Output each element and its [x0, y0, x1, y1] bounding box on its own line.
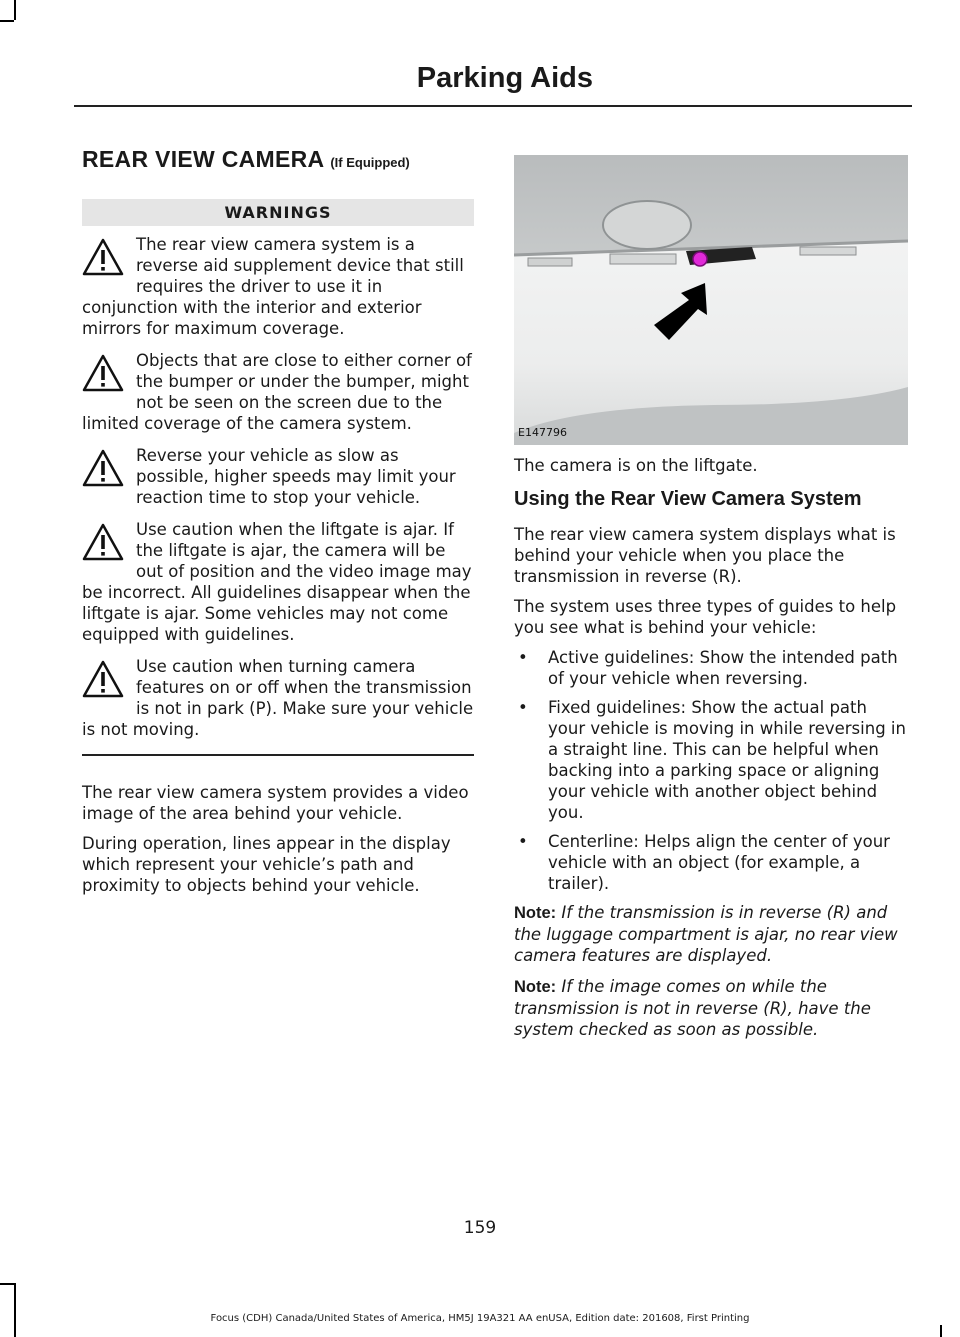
- warning-item: [82, 519, 474, 645]
- crop-mark-bottom-left-h: [0, 1283, 14, 1285]
- warning-text: Reverse your vehicle as slow as possible, higher speeds may limit your reaction time to stop your vehicle.: [136, 446, 456, 507]
- warning-triangle-icon: [82, 449, 130, 491]
- warning-triangle-icon: [82, 354, 130, 396]
- warning-text: Use caution when turning camera features on or off when the transmission is not in park (P). Make sure your vehicle is not moving.: [82, 657, 474, 739]
- list-item-text: Fixed guidelines: Show the actual path your vehicle is moving in while reversing in a straight line. This can be helpful when backing into a parking space or aligning your vehicle with another object behind you.: [548, 698, 906, 822]
- crop-mark-bottom-right-v: [940, 1325, 942, 1337]
- crop-mark-top-left-h: [0, 20, 14, 22]
- bullet-glyph: •: [518, 698, 528, 717]
- warning-triangle-icon: [82, 660, 130, 702]
- right-column: [514, 155, 908, 1050]
- crop-mark-top-left-v: [14, 0, 16, 20]
- warning-item: [82, 656, 474, 740]
- main-heading: [82, 146, 474, 173]
- warning-item: [82, 234, 474, 339]
- body-paragraph: The system uses three types of guides to help you see what is behind your vehicle:: [514, 597, 897, 637]
- list-item: [514, 831, 908, 894]
- warning-triangle-icon: [82, 523, 130, 565]
- bullet-glyph: •: [518, 648, 528, 667]
- note: [514, 902, 908, 966]
- note-label: Note:: [514, 904, 557, 922]
- figure-code: E147796: [518, 426, 567, 439]
- warning-item: [82, 350, 474, 434]
- subsection-heading: Using the Rear View Camera System: [514, 488, 862, 510]
- body-paragraph: During operation, lines appear in the display which represent your vehicle’s path and proximity to objects behind your vehicle.: [82, 834, 451, 895]
- warning-text: Use caution when the liftgate is ajar. If the liftgate is ajar, the camera will be out of position and the video image may be incorrect. All guidelines disappear when the liftgate is ajar. Some vehicles may not come equipped with guidelines.: [82, 520, 472, 644]
- note-text: If the image comes on while the transmission is not in reverse (R), have the system checked as soon as possible.: [514, 977, 871, 1039]
- warning-text: Objects that are close to either corner of the bumper or under the bumper, might not be seen on the screen due to the limited coverage of the camera system.: [82, 351, 472, 433]
- figure-caption: The camera is on the liftgate.: [514, 456, 758, 475]
- warnings-end-rule: [82, 754, 474, 756]
- liftgate-illustration: [514, 155, 908, 445]
- header-rule: [74, 105, 912, 107]
- note-label: Note:: [514, 978, 557, 996]
- page-number: 159: [463, 1218, 497, 1238]
- main-heading-qualifier: (If Equipped): [330, 155, 410, 170]
- section-title: Parking Aids: [416, 62, 593, 94]
- bullet-glyph: •: [518, 832, 528, 851]
- list-item-text: Centerline: Helps align the center of your vehicle with an object (for example, a trailer).: [548, 832, 890, 893]
- list-item: [514, 697, 908, 823]
- warning-text: The rear view camera system is a reverse aid supplement device that still requires the driver to use it in conjunction with the interior and exterior mirrors for maximum coverage.: [82, 235, 464, 338]
- list-item: [514, 647, 908, 689]
- note: [514, 976, 908, 1040]
- warning-item: [82, 445, 474, 508]
- body-paragraph: The rear view camera system provides a video image of the area behind your vehicle.: [82, 783, 469, 823]
- main-heading-title: REAR VIEW CAMERA: [82, 146, 324, 172]
- guides-list: [514, 647, 908, 894]
- note-text: If the transmission is in reverse (R) and the luggage compartment is ajar, no rear view camera features are displayed.: [514, 903, 898, 965]
- left-column: [82, 146, 474, 905]
- warning-triangle-icon: [82, 238, 130, 280]
- liftgate-camera-figure: [514, 155, 908, 445]
- list-item-text: Active guidelines: Show the intended path of your vehicle when reversing.: [548, 648, 898, 688]
- warnings-heading: WARNINGS: [82, 199, 474, 226]
- footer-text: Focus (CDH) Canada/United States of America, HM5J 19A321 AA enUSA, Edition date: 201608, First Printing: [210, 1313, 750, 1324]
- crop-mark-bottom-left-v: [14, 1283, 16, 1337]
- body-paragraph: The rear view camera system displays what is behind your vehicle when you place the transmission in reverse (R).: [514, 525, 896, 586]
